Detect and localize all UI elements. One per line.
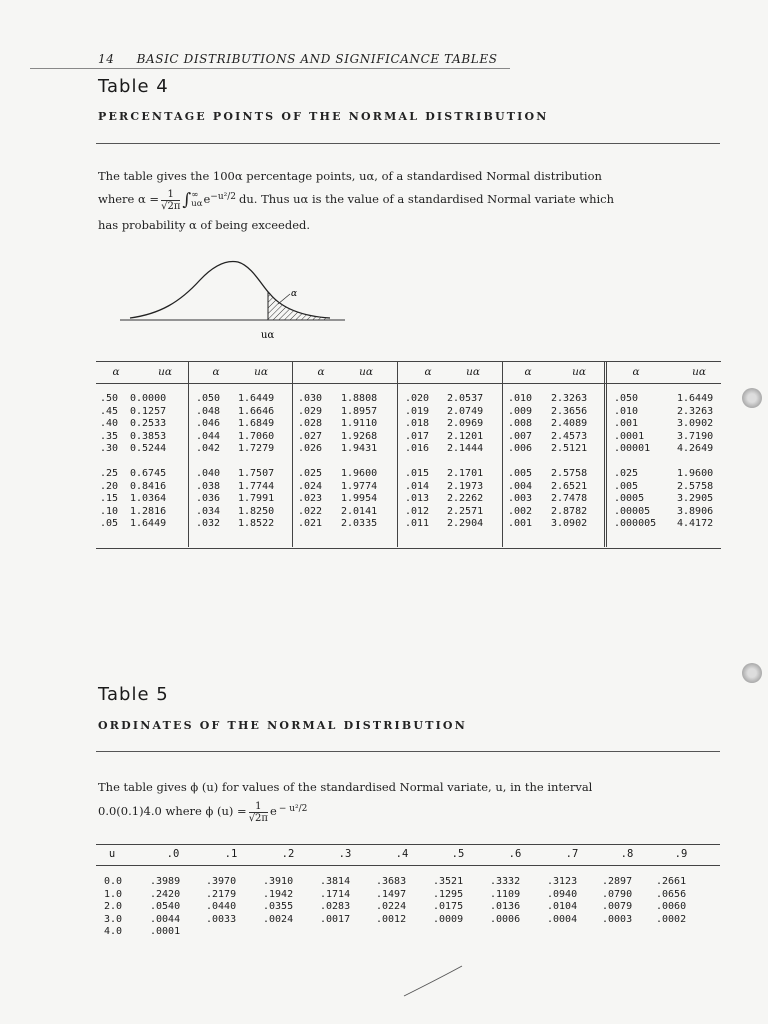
header-rule — [30, 68, 510, 69]
t5-intro-fraction — [249, 801, 268, 824]
t4-col4-u: 2.0537 2.0749 2.0969 2.1201 2.1444 2.1701 2.1973 2.2262 2.2571 2.2904 — [447, 393, 484, 529]
table4-rule — [96, 143, 720, 144]
intro-integrand: e — [203, 192, 211, 207]
t4-header-alpha: α — [524, 366, 532, 378]
t5-header: .8 — [620, 848, 634, 860]
t4-header-u: uα — [692, 366, 706, 378]
t5-col: .3683 .1497 .0224 .0012 — [376, 876, 407, 925]
running-header — [98, 52, 498, 66]
t5-header: .6 — [508, 848, 522, 860]
intro-integral-group — [182, 191, 203, 210]
figure-u-label: uα — [261, 330, 275, 341]
table4-col-divider — [292, 361, 293, 547]
table4-header-rule — [96, 383, 721, 384]
running-title: BASIC DISTRIBUTIONS AND SIGNIFICANCE TABLES — [136, 52, 498, 66]
t5-col: .2897 .0790 .0079 .0003 — [602, 876, 633, 925]
t5-header: .1 — [224, 848, 238, 860]
t4-col5-u: 2.3263 2.3656 2.4089 2.4573 2.5121 2.5758 2.6521 2.7478 2.8782 3.0902 — [551, 393, 588, 529]
table4-col-divider — [397, 361, 398, 547]
table4-intro-formula — [98, 186, 614, 214]
figure-tail-area — [268, 292, 330, 320]
table5-intro-line1: The table gives ϕ (u) for values of the standardised Normal variate, u, in the interval — [98, 780, 593, 794]
t4-header-alpha: α — [112, 366, 120, 378]
t4-header-alpha: α — [317, 366, 325, 378]
t5-intro-exponent: − u²/2 — [278, 803, 308, 814]
t4-col5-alpha: .010 .009 .008 .007 .006 .005 .004 .003 .002 .001 — [508, 393, 533, 529]
table4-subtitle: PERCENTAGE POINTS OF THE NORMAL DISTRIBUTION — [98, 110, 549, 123]
t5-header: .0 — [166, 848, 180, 860]
t4-col6-alpha: .050 .010 .001 .0001 .00001 .025 .005 .0005 .00005 .000005 — [614, 393, 657, 529]
table5-header-rule — [96, 865, 720, 866]
table4-title: Table 4 — [98, 76, 169, 97]
intro-fraction-den: √2π — [161, 200, 181, 212]
integral-sign: ∫ — [182, 189, 192, 210]
t5-intro-prefix: 0.0(0.1)4.0 where ϕ (u) = — [98, 804, 247, 819]
t4-col3-alpha: .030 .029 .028 .027 .026 .025 .024 .023 .022 .021 — [298, 393, 323, 529]
t4-header-alpha: α — [632, 366, 640, 378]
t4-col2-u: 1.6449 1.6646 1.6849 1.7060 1.7279 1.7507 1.7744 1.7991 1.8250 1.8522 — [238, 393, 275, 529]
t5-col: .3910 .1942 .0355 .0024 — [263, 876, 294, 925]
table5-rule — [96, 751, 720, 752]
t5-header: .3 — [338, 848, 352, 860]
table4-intro-line3: has probability α of being exceeded. — [98, 218, 311, 232]
table4-col-divider — [502, 361, 503, 547]
t5-col: .3970 .2179 .0440 .0033 — [206, 876, 237, 925]
table5-title: Table 5 — [98, 684, 169, 705]
intro-line2-tail: du. Thus uα is the value of a standardised Normal variate which — [239, 192, 615, 207]
t4-header-alpha: α — [424, 366, 432, 378]
table4-col-divider-double — [604, 361, 607, 547]
t5-header: .2 — [281, 848, 295, 860]
table5-subtitle: ORDINATES OF THE NORMAL DISTRIBUTION — [98, 719, 467, 732]
intro-where: where α = — [98, 192, 160, 207]
table4-intro-line1: The table gives the 100α percentage points, uα, of a standardised Normal distribution — [98, 169, 602, 183]
table4-col-divider — [188, 361, 189, 547]
t5-fraction-num: 1 — [249, 801, 268, 813]
t4-col2-alpha: .050 .048 .046 .044 .042 .040 .038 .036 .034 .032 — [196, 393, 221, 529]
t5-col-u: 0.0 1.0 2.0 3.0 4.0 — [104, 876, 123, 937]
t5-col: .3521 .1295 .0175 .0009 — [433, 876, 464, 925]
page-number: 14 — [98, 52, 115, 66]
pen-stroke-mark — [400, 962, 470, 1002]
t4-col1-alpha: .50 .45 .40 .35 .30 .25 .20 .15 .10 .05 — [100, 393, 119, 529]
t5-col: .2661 .0656 .0060 .0002 — [656, 876, 687, 925]
t4-col6-u: 1.6449 2.3263 3.0902 3.7190 4.2649 1.9600 2.5758 3.2905 3.8906 4.4172 — [677, 393, 714, 529]
figure-alpha-pointer — [278, 294, 290, 304]
t4-header-u: uα — [572, 366, 586, 378]
t4-col3-u: 1.8808 1.8957 1.9110 1.9268 1.9431 1.9600 1.9774 1.9954 2.0141 2.0335 — [341, 393, 378, 529]
punch-hole — [742, 663, 762, 683]
t5-header: .7 — [565, 848, 579, 860]
intro-fraction-num: 1 — [161, 189, 180, 201]
punch-hole — [742, 388, 762, 408]
t4-header-u: uα — [359, 366, 373, 378]
t4-col1-u: 0.0000 0.1257 0.2533 0.3853 0.5244 0.6745 0.8416 1.0364 1.2816 1.6449 — [130, 393, 167, 529]
t5-header: .4 — [395, 848, 409, 860]
t5-header: .5 — [451, 848, 465, 860]
integral-upper: ∞ — [191, 189, 199, 200]
t4-col4-alpha: .020 .019 .018 .017 .016 .015 .014 .013 .012 .011 — [405, 393, 430, 529]
table5-intro-formula — [98, 796, 307, 828]
t4-header-u: uα — [254, 366, 268, 378]
t5-header: .9 — [674, 848, 688, 860]
figure-curve — [130, 262, 330, 318]
t5-col: .3332 .1109 .0136 .0006 — [490, 876, 521, 925]
t5-fraction-den: √2π — [248, 812, 268, 824]
intro-fraction — [161, 189, 180, 212]
table5-top-rule — [96, 844, 720, 845]
integral-lower: uα — [191, 199, 203, 209]
t5-intro-e: e — [270, 804, 277, 819]
figure-alpha-label: α — [291, 289, 298, 299]
t4-header-alpha: α — [212, 366, 220, 378]
t5-col: .3123 .0940 .0104 .0004 — [547, 876, 578, 925]
normal-curve-figure — [120, 252, 350, 342]
intro-exponent: −u²/2 — [210, 191, 236, 202]
t5-col: .3989 .2420 .0540 .0044 .0001 — [150, 876, 181, 937]
t5-header-u: u — [108, 848, 116, 860]
t4-header-u: uα — [158, 366, 172, 378]
t5-col: .3814 .1714 .0283 .0017 — [320, 876, 351, 925]
t4-header-u: uα — [466, 366, 480, 378]
